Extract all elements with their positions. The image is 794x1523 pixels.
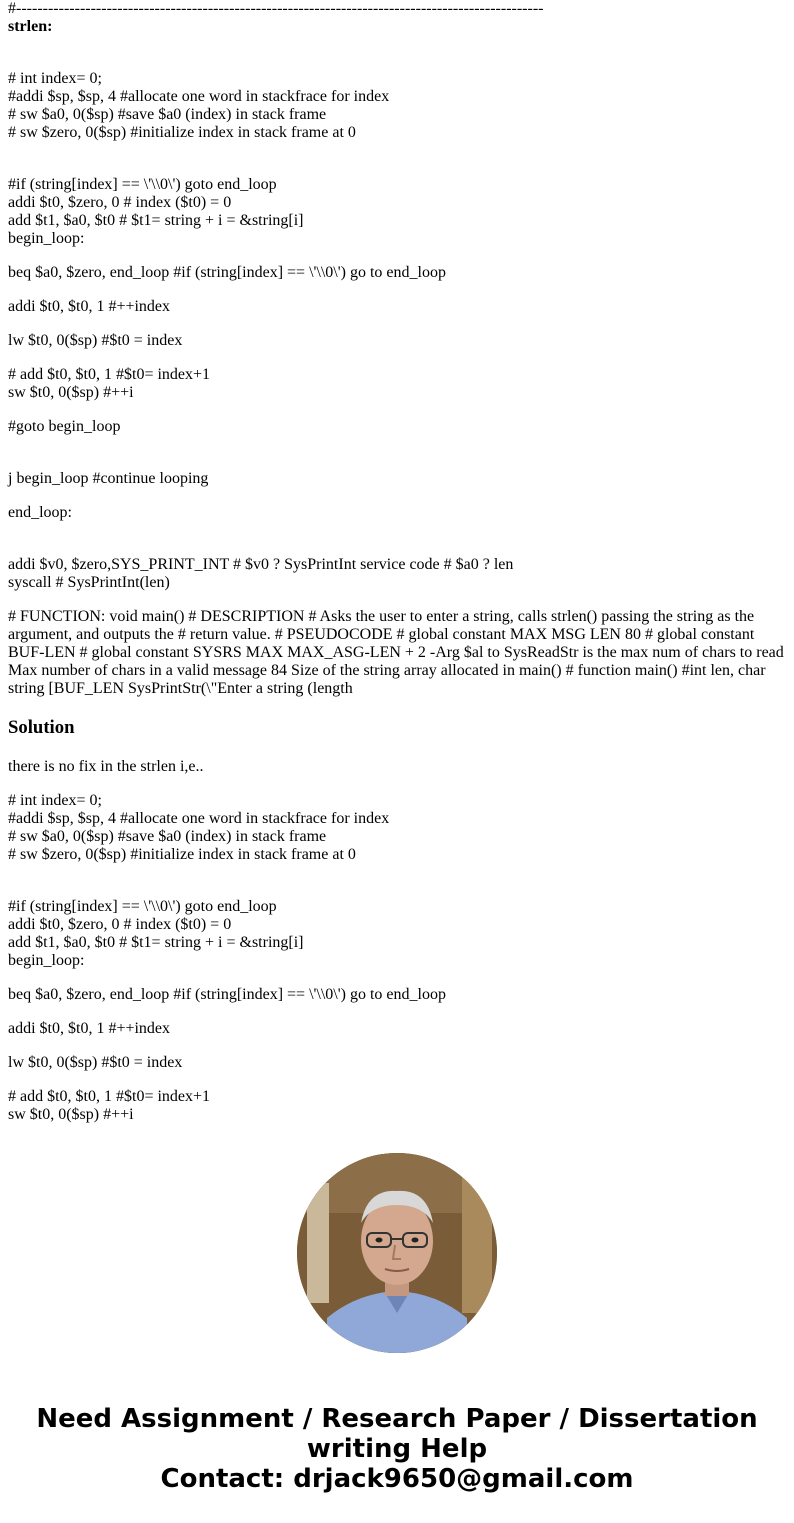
code-line: beq $a0, $zero, end_loop #if (string[index] == \'\\0\') go to end_loop: [8, 986, 446, 1003]
code-line: sw $t0, 0($sp) #++i: [8, 384, 134, 401]
separator-line: #---------------------------------------------------------------------------------------------------: [8, 0, 544, 17]
code-line: # sw $zero, 0($sp) #initialize index in stack frame at 0: [8, 846, 356, 863]
code-line: # add $t0, $t0, 1 #$t0= index+1: [8, 1088, 211, 1105]
code-line: #addi $sp, $sp, 4 #allocate one word in stackfrace for index: [8, 810, 390, 827]
code-line: j begin_loop #continue looping: [8, 470, 209, 487]
code-line: # sw $a0, 0($sp) #save $a0 (index) in stack frame: [8, 106, 327, 123]
tutor-avatar: [297, 1153, 497, 1353]
tutor-portrait-icon: [297, 1153, 497, 1353]
code-line: lw $t0, 0($sp) #$t0 = index: [8, 1054, 183, 1071]
code-line: #goto begin_loop: [8, 418, 121, 435]
solution-heading: Solution: [8, 717, 75, 738]
promo-line-1: Need Assignment / Research Paper / Dissertation: [36, 1404, 758, 1434]
code-line: #addi $sp, $sp, 4 #allocate one word in stackfrace for index: [8, 88, 390, 105]
code-line: lw $t0, 0($sp) #$t0 = index: [8, 332, 183, 349]
code-line: addi $v0, $zero,SYS_PRINT_INT # $v0 ? SysPrintInt service code # $a0 ? len: [8, 556, 514, 573]
code-line: addi $t0, $zero, 0 # index ($t0) = 0: [8, 916, 232, 933]
code-line: #if (string[index] == \'\\0\') goto end_loop: [8, 898, 277, 915]
document-content: [8, 0, 788, 1123]
code-line: add $t1, $a0, $t0 # $t1= string + i = &string[i]: [8, 934, 304, 951]
code-line: # sw $a0, 0($sp) #save $a0 (index) in stack frame: [8, 828, 327, 845]
code-line: addi $t0, $zero, 0 # index ($t0) = 0: [8, 194, 232, 211]
code-line: addi $t0, $t0, 1 #++index: [8, 1020, 171, 1037]
code-line: syscall # SysPrintInt(len): [8, 574, 170, 591]
code-line: end_loop:: [8, 504, 72, 521]
solution-intro: there is no fix in the strlen i,e..: [8, 758, 204, 775]
promo-line-2: writing Help: [306, 1434, 488, 1464]
code-line: # add $t0, $t0, 1 #$t0= index+1: [8, 366, 211, 383]
code-line: add $t1, $a0, $t0 # $t1= string + i = &string[i]: [8, 212, 304, 229]
code-line: addi $t0, $t0, 1 #++index: [8, 298, 171, 315]
code-line: #if (string[index] == \'\\0\') goto end_loop: [8, 176, 277, 193]
code-line: beq $a0, $zero, end_loop #if (string[index] == \'\\0\') go to end_loop: [8, 264, 446, 281]
code-line: begin_loop:: [8, 952, 85, 969]
code-line: # int index= 0;: [8, 792, 102, 809]
code-line: begin_loop:: [8, 230, 85, 247]
code-line: # sw $zero, 0($sp) #initialize index in stack frame at 0: [8, 124, 356, 141]
code-line: sw $t0, 0($sp) #++i: [8, 1106, 134, 1123]
strlen-heading: strlen:: [8, 18, 53, 35]
code-line: # int index= 0;: [8, 70, 102, 87]
function-description: # FUNCTION: void main() # DESCRIPTION # Asks the user to enter a string, calls strlen() passing the string as the argument, and outputs the # return value. # PSEUDOCODE # global constant MAX MSG LEN 80 # global constant BUF-LEN # global constant SYSRS MAX MAX_ASG-LEN + 2 -Arg $al to SysReadStr is the max num of chars to read Max number of chars in a valid message 84 Size of the string array allocated in main() # function main() #int len, char string [BUF_LEN SysPrintStr(\"Enter a string (length: [8, 608, 784, 697]
promo-contact[interactable]: Contact: drjack9650@gmail.com: [160, 1464, 634, 1494]
